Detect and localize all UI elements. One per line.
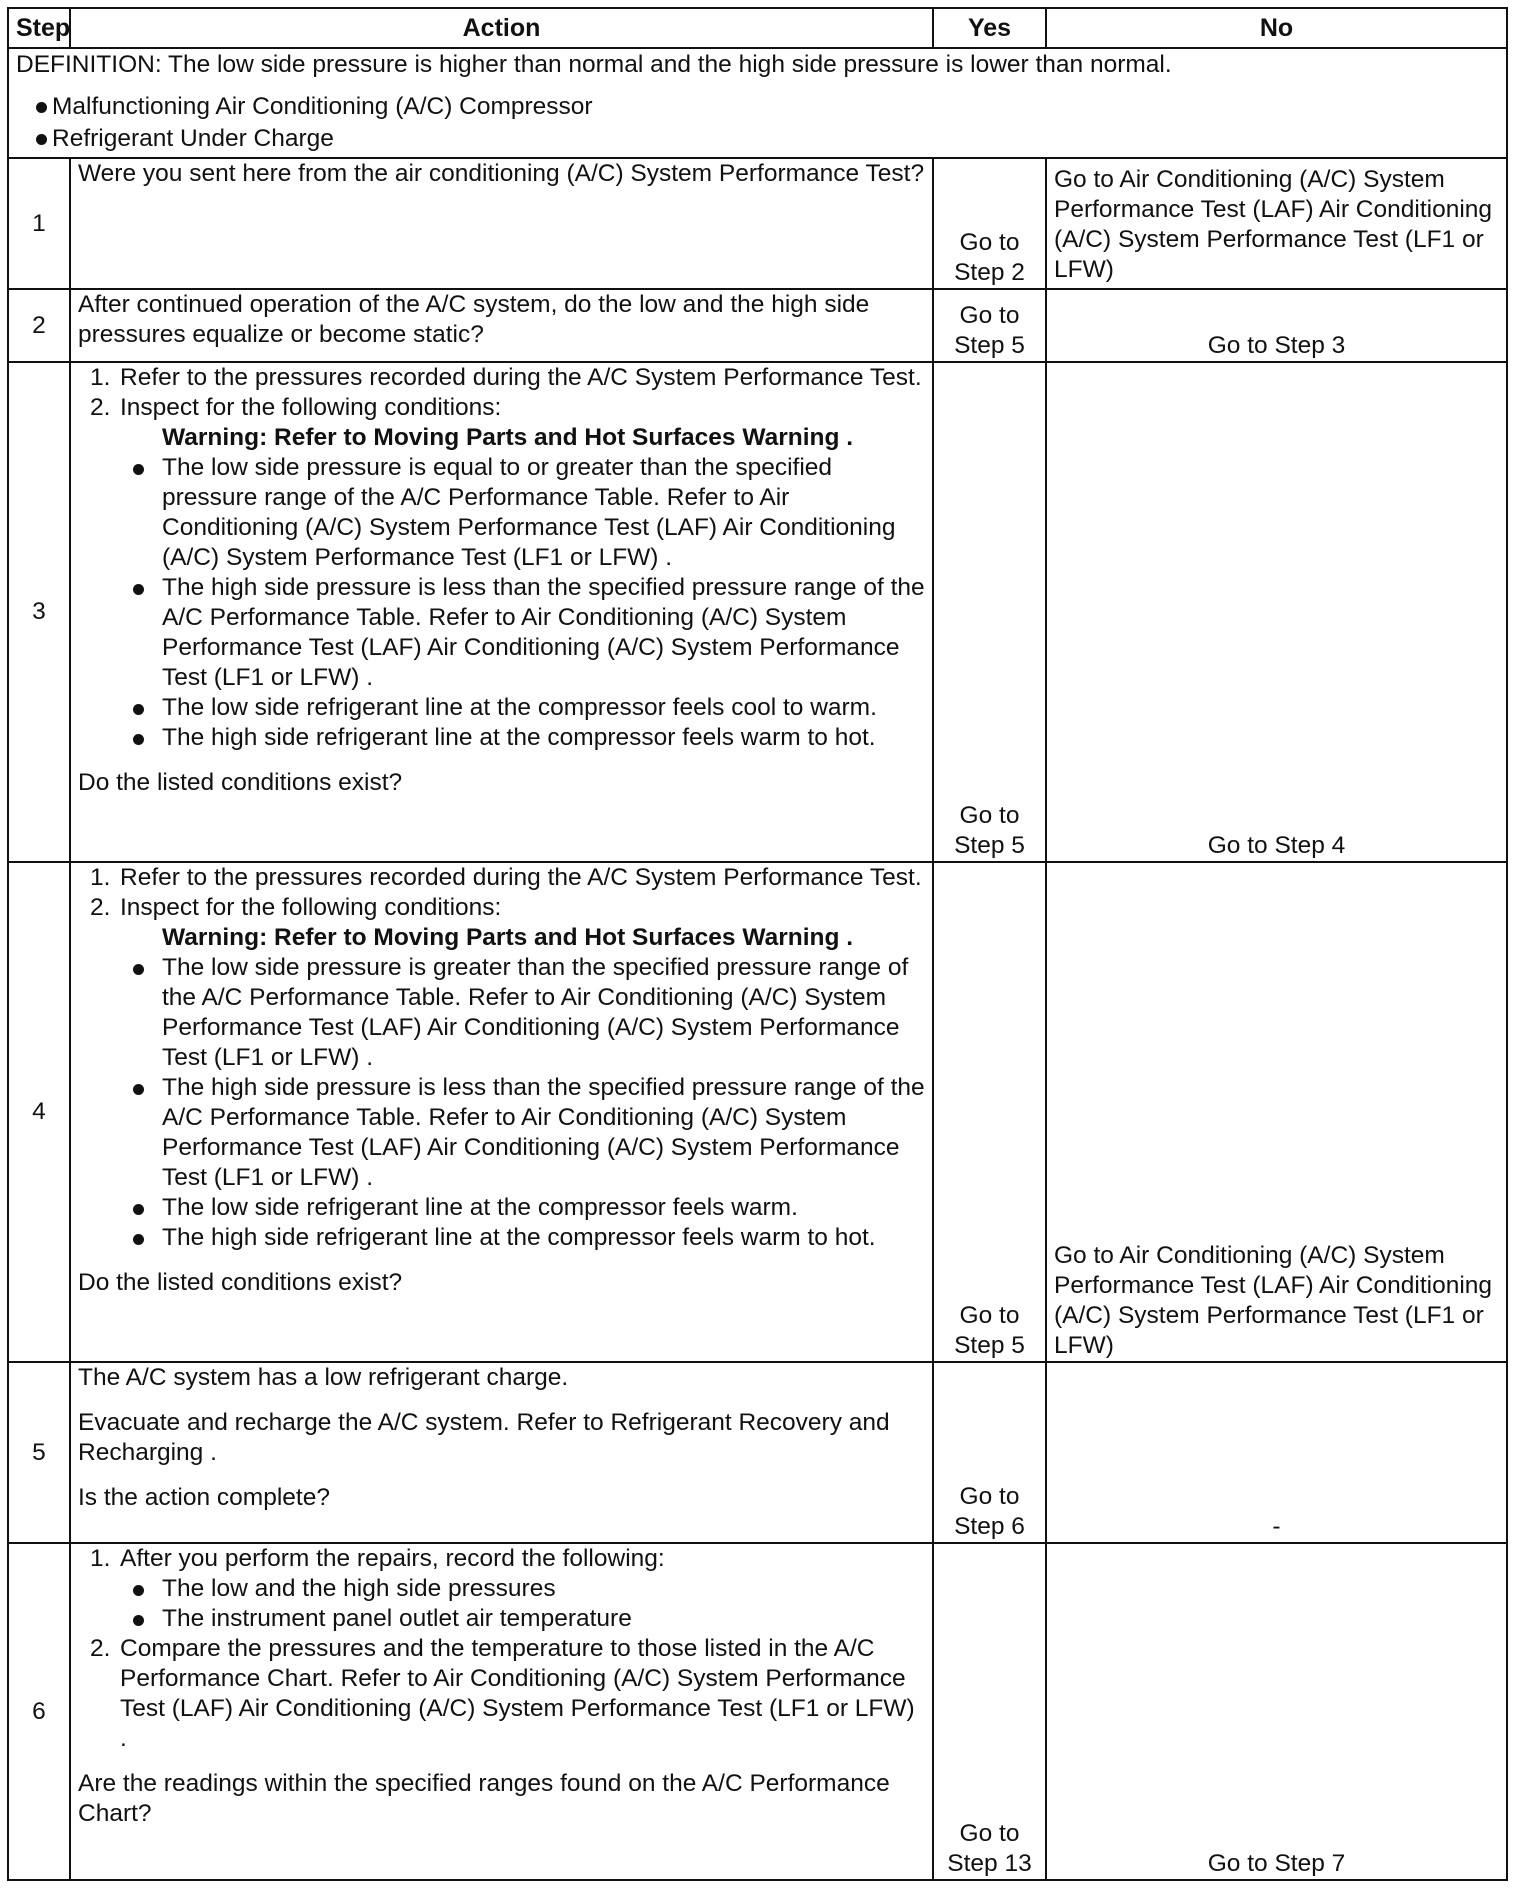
procedure-item: 2. Compare the pressures and the temperature to those listed in the A/C Performance Chart. Refer to Air Conditioning (A/C) System Performance Test (LAF) Air Conditioning (A/C) System Performance Test (LF1 or LFW) . xyxy=(90,1635,915,1752)
yes-line: Step 5 xyxy=(954,1332,1025,1359)
procedure-item: 2. Inspect for the following conditions: Warning: Refer to Moving Parts and Hot Surfaces Warning . The low side pressure is equal to or greater than the specified pressure range of the A/C Performance Table. Refer to Air Conditioning (A/C) System Performance Test (LAF) Air Conditioning (A/C) System Performance Test (LF1 or LFW) . The high side pressure is less than the specified pressure range of the A/C Performance Table. Refer to Air Conditioning (A/C) System Performance Test (LAF) Air Conditioning (A/C) System Performance Test (LF1 or LFW) . The low side refrigerant line at the compressor feels cool to warm. The high side refrigerant line at the compressor feels warm to hot. xyxy=(90,394,925,751)
cause-list xyxy=(16,91,1499,155)
no-cell xyxy=(1046,1543,1507,1880)
statement-text: The A/C system has a low refrigerant charge. xyxy=(78,1364,569,1391)
yes-line: Go to xyxy=(959,1820,1020,1847)
warning-text: Warning: Refer to Moving Parts and Hot Surfaces Warning . xyxy=(162,424,854,451)
yes-line: Step 13 xyxy=(947,1850,1032,1877)
yes-line: Step 2 xyxy=(954,259,1025,286)
no-text: Go to Step 7 xyxy=(1207,1850,1346,1877)
condition-item: The low side refrigerant line at the compressor feels warm. xyxy=(120,1193,925,1223)
action-cell xyxy=(70,289,933,362)
step-number: 4 xyxy=(8,862,70,1362)
yes-cell xyxy=(933,289,1046,362)
question-text: Do the listed conditions exist? xyxy=(78,769,403,796)
diagnostic-table xyxy=(7,7,1508,1881)
definition-row xyxy=(8,48,1507,158)
table-row xyxy=(8,1362,1507,1543)
step-number: 6 xyxy=(8,1543,70,1880)
table-row xyxy=(8,1543,1507,1880)
condition-item: The low side pressure is greater than the specified pressure range of the A/C Performance Table. Refer to Air Conditioning (A/C) System Performance Test (LAF) Air Conditioning (A/C) System Performance Test (LF1 or LFW) . xyxy=(120,953,925,1073)
action-cell xyxy=(70,1362,933,1543)
definition-text: DEFINITION: The low side pressure is higher than normal and the high side pressure is lower than normal. xyxy=(16,51,1172,78)
warning-text: Warning: Refer to Moving Parts and Hot Surfaces Warning . xyxy=(162,924,854,951)
condition-item: The high side refrigerant line at the compressor feels warm to hot. xyxy=(120,723,925,753)
condition-item: The low side pressure is equal to or greater than the specified pressure range of the A/C Performance Table. Refer to Air Conditioning (A/C) System Performance Test (LAF) Air Conditioning (A/C) System Performance Test (LF1 or LFW) . xyxy=(120,453,925,573)
yes-cell xyxy=(933,1362,1046,1543)
yes-line: Go to xyxy=(959,802,1020,829)
table-row xyxy=(8,289,1507,362)
question-text: After continued operation of the A/C system, do the low and the high side pressures equalize or become static? xyxy=(78,291,870,348)
yes-line: Step 6 xyxy=(954,1513,1025,1540)
table-row xyxy=(8,862,1507,1362)
procedure-item: 1. After you perform the repairs, record the following: The low and the high side pressures The instrument panel outlet air temperature xyxy=(78,1544,925,1634)
procedure-item: 2. Inspect for the following conditions: Warning: Refer to Moving Parts and Hot Surfaces Warning . The low side pressure is greater than the specified pressure range of the A/C Performance Table. Refer to Air Conditioning (A/C) System Performance Test (LAF) Air Conditioning (A/C) System Performance Test (LF1 or LFW) . The high side pressure is less than the specified pressure range of the A/C Performance Table. Refer to Air Conditioning (A/C) System Performance Test (LAF) Air Conditioning (A/C) System Performance Test (LF1 or LFW) . The low side refrigerant line at the compressor feels warm. The high side refrigerant line at the compressor feels warm to hot. xyxy=(90,894,925,1251)
step-number: 2 xyxy=(8,289,70,362)
condition-item: The low side refrigerant line at the compressor feels cool to warm. xyxy=(120,693,925,723)
yes-cell xyxy=(933,362,1046,862)
header-yes: Yes xyxy=(933,8,1046,48)
condition-item: The high side pressure is less than the specified pressure range of the A/C Performance Table. Refer to Air Conditioning (A/C) System Performance Test (LAF) Air Conditioning (A/C) System Performance Test (LF1 or LFW) . xyxy=(120,573,925,693)
record-item: The instrument panel outlet air temperature xyxy=(120,1604,925,1634)
record-item: The low and the high side pressures xyxy=(120,1574,925,1604)
yes-cell xyxy=(933,862,1046,1362)
action-cell xyxy=(70,158,933,289)
question-text: Are the readings within the specified ranges found on the A/C Performance Chart? xyxy=(78,1770,890,1827)
no-cell xyxy=(1046,289,1507,362)
condition-list xyxy=(120,953,925,1253)
yes-line: Go to xyxy=(959,1302,1020,1329)
question-text: Do the listed conditions exist? xyxy=(78,1269,403,1296)
condition-list xyxy=(120,453,925,753)
no-text: Go to Air Conditioning (A/C) System Performance Test (LAF) Air Conditioning (A/C) System Performance Test (LF1 or LFW) xyxy=(1054,1242,1493,1359)
header-no: No xyxy=(1046,8,1507,48)
instruction-text: Evacuate and recharge the A/C system. Refer to Refrigerant Recovery and Recharging . xyxy=(78,1409,890,1466)
no-cell xyxy=(1046,862,1507,1362)
yes-line: Go to xyxy=(959,229,1020,256)
yes-line: Step 5 xyxy=(954,332,1025,359)
action-cell xyxy=(70,362,933,862)
procedure-item: 1. Refer to the pressures recorded during the A/C System Performance Test. xyxy=(90,864,922,891)
record-list xyxy=(120,1574,925,1634)
no-cell xyxy=(1046,362,1507,862)
no-text: Go to Step 4 xyxy=(1207,832,1346,859)
procedure-list xyxy=(78,863,925,1253)
yes-cell xyxy=(933,158,1046,289)
no-text: Go to Air Conditioning (A/C) System Performance Test (LAF) Air Conditioning (A/C) System Performance Test (LF1 or LFW) xyxy=(1054,166,1493,283)
action-cell xyxy=(70,1543,933,1880)
no-cell xyxy=(1046,158,1507,289)
condition-item: The high side pressure is less than the specified pressure range of the A/C Performance Table. Refer to Air Conditioning (A/C) System Performance Test (LAF) Air Conditioning (A/C) System Performance Test (LF1 or LFW) . xyxy=(120,1073,925,1193)
yes-line: Go to xyxy=(959,1483,1020,1510)
cause-item: Refrigerant Under Charge xyxy=(16,123,1499,155)
action-cell xyxy=(70,862,933,1362)
header-row xyxy=(8,8,1507,48)
definition-cell xyxy=(8,48,1507,158)
question-text: Were you sent here from the air conditioning (A/C) System Performance Test? xyxy=(78,160,925,187)
cause-item: Malfunctioning Air Conditioning (A/C) Compressor xyxy=(16,91,1499,123)
header-step: Step xyxy=(8,8,70,48)
procedure-list xyxy=(78,1544,925,1754)
yes-line: Step 5 xyxy=(954,832,1025,859)
header-action: Action xyxy=(70,8,933,48)
table-row xyxy=(8,158,1507,289)
yes-line: Go to xyxy=(959,302,1020,329)
procedure-item: 1. Refer to the pressures recorded during the A/C System Performance Test. xyxy=(90,364,922,391)
step-number: 1 xyxy=(8,158,70,289)
condition-item: The high side refrigerant line at the compressor feels warm to hot. xyxy=(120,1223,925,1253)
question-text: Is the action complete? xyxy=(78,1484,330,1511)
no-text: - xyxy=(1272,1513,1281,1540)
no-cell xyxy=(1046,1362,1507,1543)
procedure-list xyxy=(78,363,925,753)
table-row xyxy=(8,362,1507,862)
step-number: 5 xyxy=(8,1362,70,1543)
yes-cell xyxy=(933,1543,1046,1880)
no-text: Go to Step 3 xyxy=(1207,332,1346,359)
step-number: 3 xyxy=(8,362,70,862)
